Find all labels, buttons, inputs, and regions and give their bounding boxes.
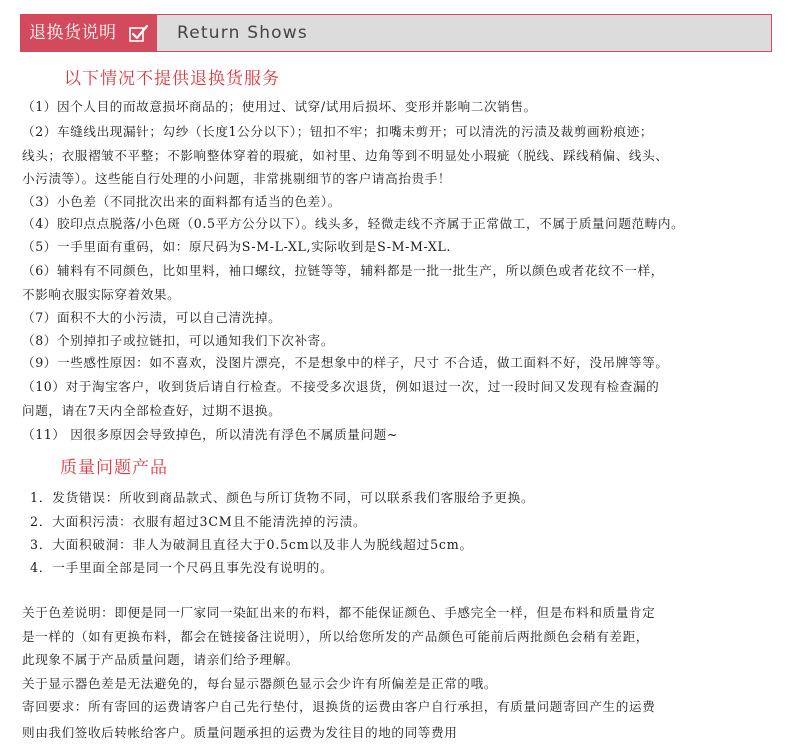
note-line: 关于显示器色差是无法避免的，每台显示器颜色显示会少许有所偏差是正常的哦。 <box>22 676 497 691</box>
section-heading-quality: 质量问题产品 <box>60 458 168 478</box>
list-item: 2．大面积污渍：衣服有超过3CM且不能清洗掉的污渍。 <box>30 514 367 529</box>
list-item: （8）个别掉扣子或拉链扣，可以通知我们下次补寄。 <box>22 333 335 348</box>
checkbox-check-icon <box>129 24 149 42</box>
list-item: （7）面积不大的小污渍，可以自己清洗掉。 <box>22 310 282 325</box>
note-line: 关于色差说明：即便是同一厂家同一染缸出来的布料，都不能保证颜色、手感完全一样，但是布料和质量肯定 <box>22 605 656 620</box>
note-line: 此现象不属于产品质量问题，请亲们给予理解。 <box>22 652 300 667</box>
section-heading-no-return: 以下情况不提供退换货服务 <box>64 69 280 89</box>
list-item: 问题，请在7天内全部检查好，过期不退换。 <box>22 403 282 418</box>
list-item: （11） 因很多原因会导致掉色，所以清洗有浮色不属质量问题~ <box>22 427 399 442</box>
list-item: （10）对于淘宝客户，收到货后请自行检查。不接受多次退货，例如退过一次，过一段时间又发现有检查漏的 <box>22 379 660 394</box>
banner-title: Return Shows <box>177 23 308 43</box>
list-item: （6）辅料有不同颜色，比如里料，袖口螺纹，拉链等等，辅料都是一批一批生产，所以颜色或者花纹不一样， <box>22 263 664 278</box>
list-item: （2）车缝线出现漏针；勾纱（长度1公分以下）；钮扣不牢；扣嘴未剪开；可以清洗的污渍及裁剪画粉痕迹； <box>22 124 654 139</box>
note-line: 则由我们签收后转帐给客户。质量问题承担的运费为发往目的地的同等费用 <box>22 725 458 740</box>
header-banner <box>20 14 772 52</box>
note-line: 是一样的（如有更换布料，都会在链接备注说明），所以给您所发的产品颜色可能前后两批颜色会稍有差距， <box>22 629 649 644</box>
note-line: 寄回要求：所有寄回的运费请客户自己先行垫付，退换货的运费由客户自行承担，有质量问题寄回产生的运费 <box>22 699 656 714</box>
list-item: 线头；衣服褶皱不平整；不影响整体穿着的瑕疵，如衬里、边角等到不明显处小瑕疵（脱线、踩线稍偏、线头、 <box>22 148 669 163</box>
list-item: 1．发货错误：所收到商品款式、颜色与所订货物不同，可以联系我们客服给予更换。 <box>30 490 535 505</box>
list-item: （9）一些感性原因：如不喜欢，没图片漂亮，不是想象中的样子，尺寸 不合适，做工面料不好，没吊牌等等。 <box>22 355 669 370</box>
list-item: 不影响衣服实际穿着效果。 <box>22 287 181 302</box>
list-item: （4）胶印点点脱落/小色斑（0.5平方公分以下）。线头多，轻微走线不齐属于正常做工，不属于质量问题范畴内。 <box>22 216 685 231</box>
list-item: 小污渍等）。这些能自行处理的小问题，非常挑剔细节的客户请高抬贵手！ <box>22 171 452 186</box>
list-item: 3．大面积破洞：非人为破洞且直径大于0.5cm以及非人为脱线超过5cm。 <box>30 537 473 552</box>
list-item: （5）一手里面有重码，如：原尺码为S-M-L-XL,实际收到是S-M-M-XL. <box>22 239 452 254</box>
badge-label: 退换货说明 <box>29 23 117 43</box>
list-item: 4．一手里面全部是同一个尺码且事先没有说明的。 <box>30 560 334 575</box>
return-policy-badge <box>21 15 157 51</box>
list-item: （3）小色差（不同批次出来的面料都有适当的色差）。 <box>22 194 341 209</box>
list-item: （1）因个人目的而故意损坏商品的；使用过、试穿/试用后损坏、变形并影响二次销售。 <box>22 99 537 114</box>
